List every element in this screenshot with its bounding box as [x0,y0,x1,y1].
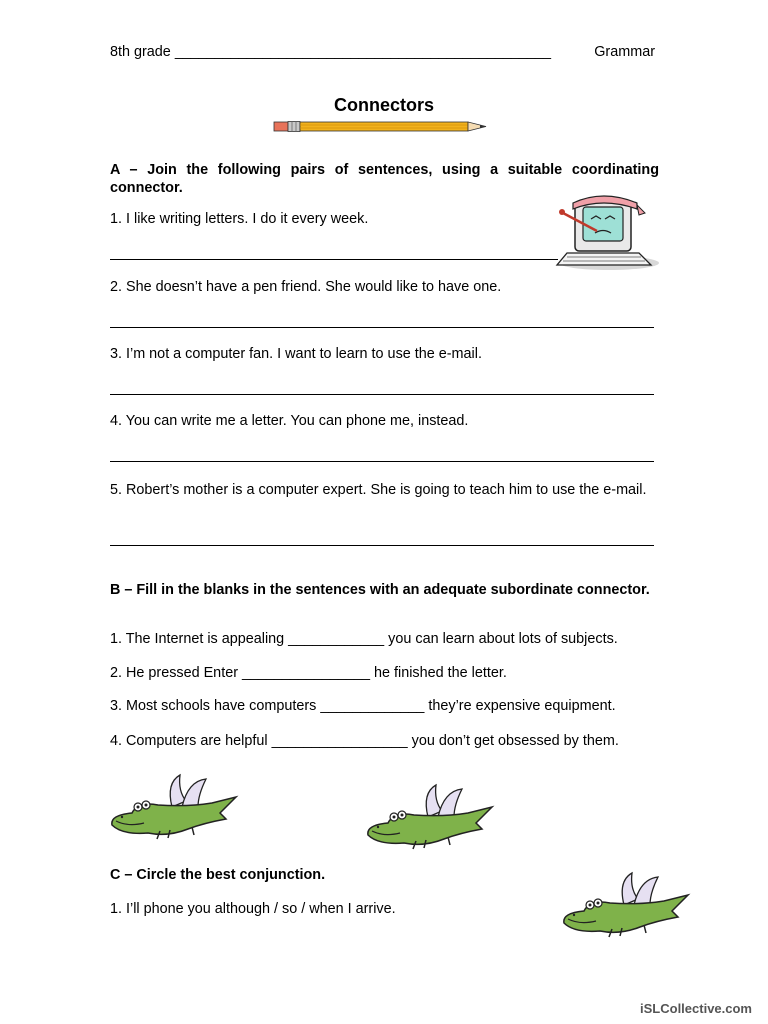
subject-label: Grammar [594,44,655,60]
section-a-item-2: 2. She doesn’t have a pen friend. She would like to have one. [110,279,502,295]
grade-label: 8th grade [110,44,171,60]
section-c-instruction: C – Circle the best conjunction. [110,867,326,883]
answer-line-5[interactable] [110,545,654,546]
page-title: Connectors [333,95,434,115]
section-a-instruction: A – Join the following pairs of sentences, using a suitable coordinating connector. [110,162,659,196]
pencil-icon [272,119,496,133]
flying-dragon-icon [560,871,692,943]
section-b-item-2[interactable]: 2. He pressed Enter ________________ he finished the letter. [110,665,507,681]
section-b-instruction: B – Fill in the blanks in the sentences with an adequate subordinate connector. [110,582,650,598]
answer-line-2[interactable] [110,327,654,328]
flying-dragon-icon [364,783,496,855]
section-c-item-1[interactable]: 1. I’ll phone you although / so / when I arrive. [110,901,396,917]
answer-line-4[interactable] [110,461,654,462]
sick-computer-icon [553,193,665,273]
answer-line-3[interactable] [110,394,654,395]
answer-line-1[interactable] [110,259,558,260]
flying-dragon-icon [108,773,240,845]
section-b-item-1[interactable]: 1. The Internet is appealing ____________ you can learn about lots of subjects. [110,631,618,647]
section-a-item-5: 5. Robert’s mother is a computer expert. She is going to teach him to use the e-mail. [110,482,647,498]
name-blank: _______________________________________________ [174,44,551,60]
site-watermark: iSLCollective.com [640,1001,752,1016]
section-b-item-3[interactable]: 3. Most schools have computers _____________ they’re expensive equipment. [110,698,616,714]
worksheet-header [110,44,655,60]
section-a-item-3: 3. I’m not a computer fan. I want to learn to use the e-mail. [110,346,482,362]
section-a-item-4: 4. You can write me a letter. You can phone me, instead. [110,413,469,429]
section-b-item-4[interactable]: 4. Computers are helpful _________________ you don’t get obsessed by them. [110,733,619,749]
section-a-item-1: 1. I like writing letters. I do it every week. [110,211,369,227]
